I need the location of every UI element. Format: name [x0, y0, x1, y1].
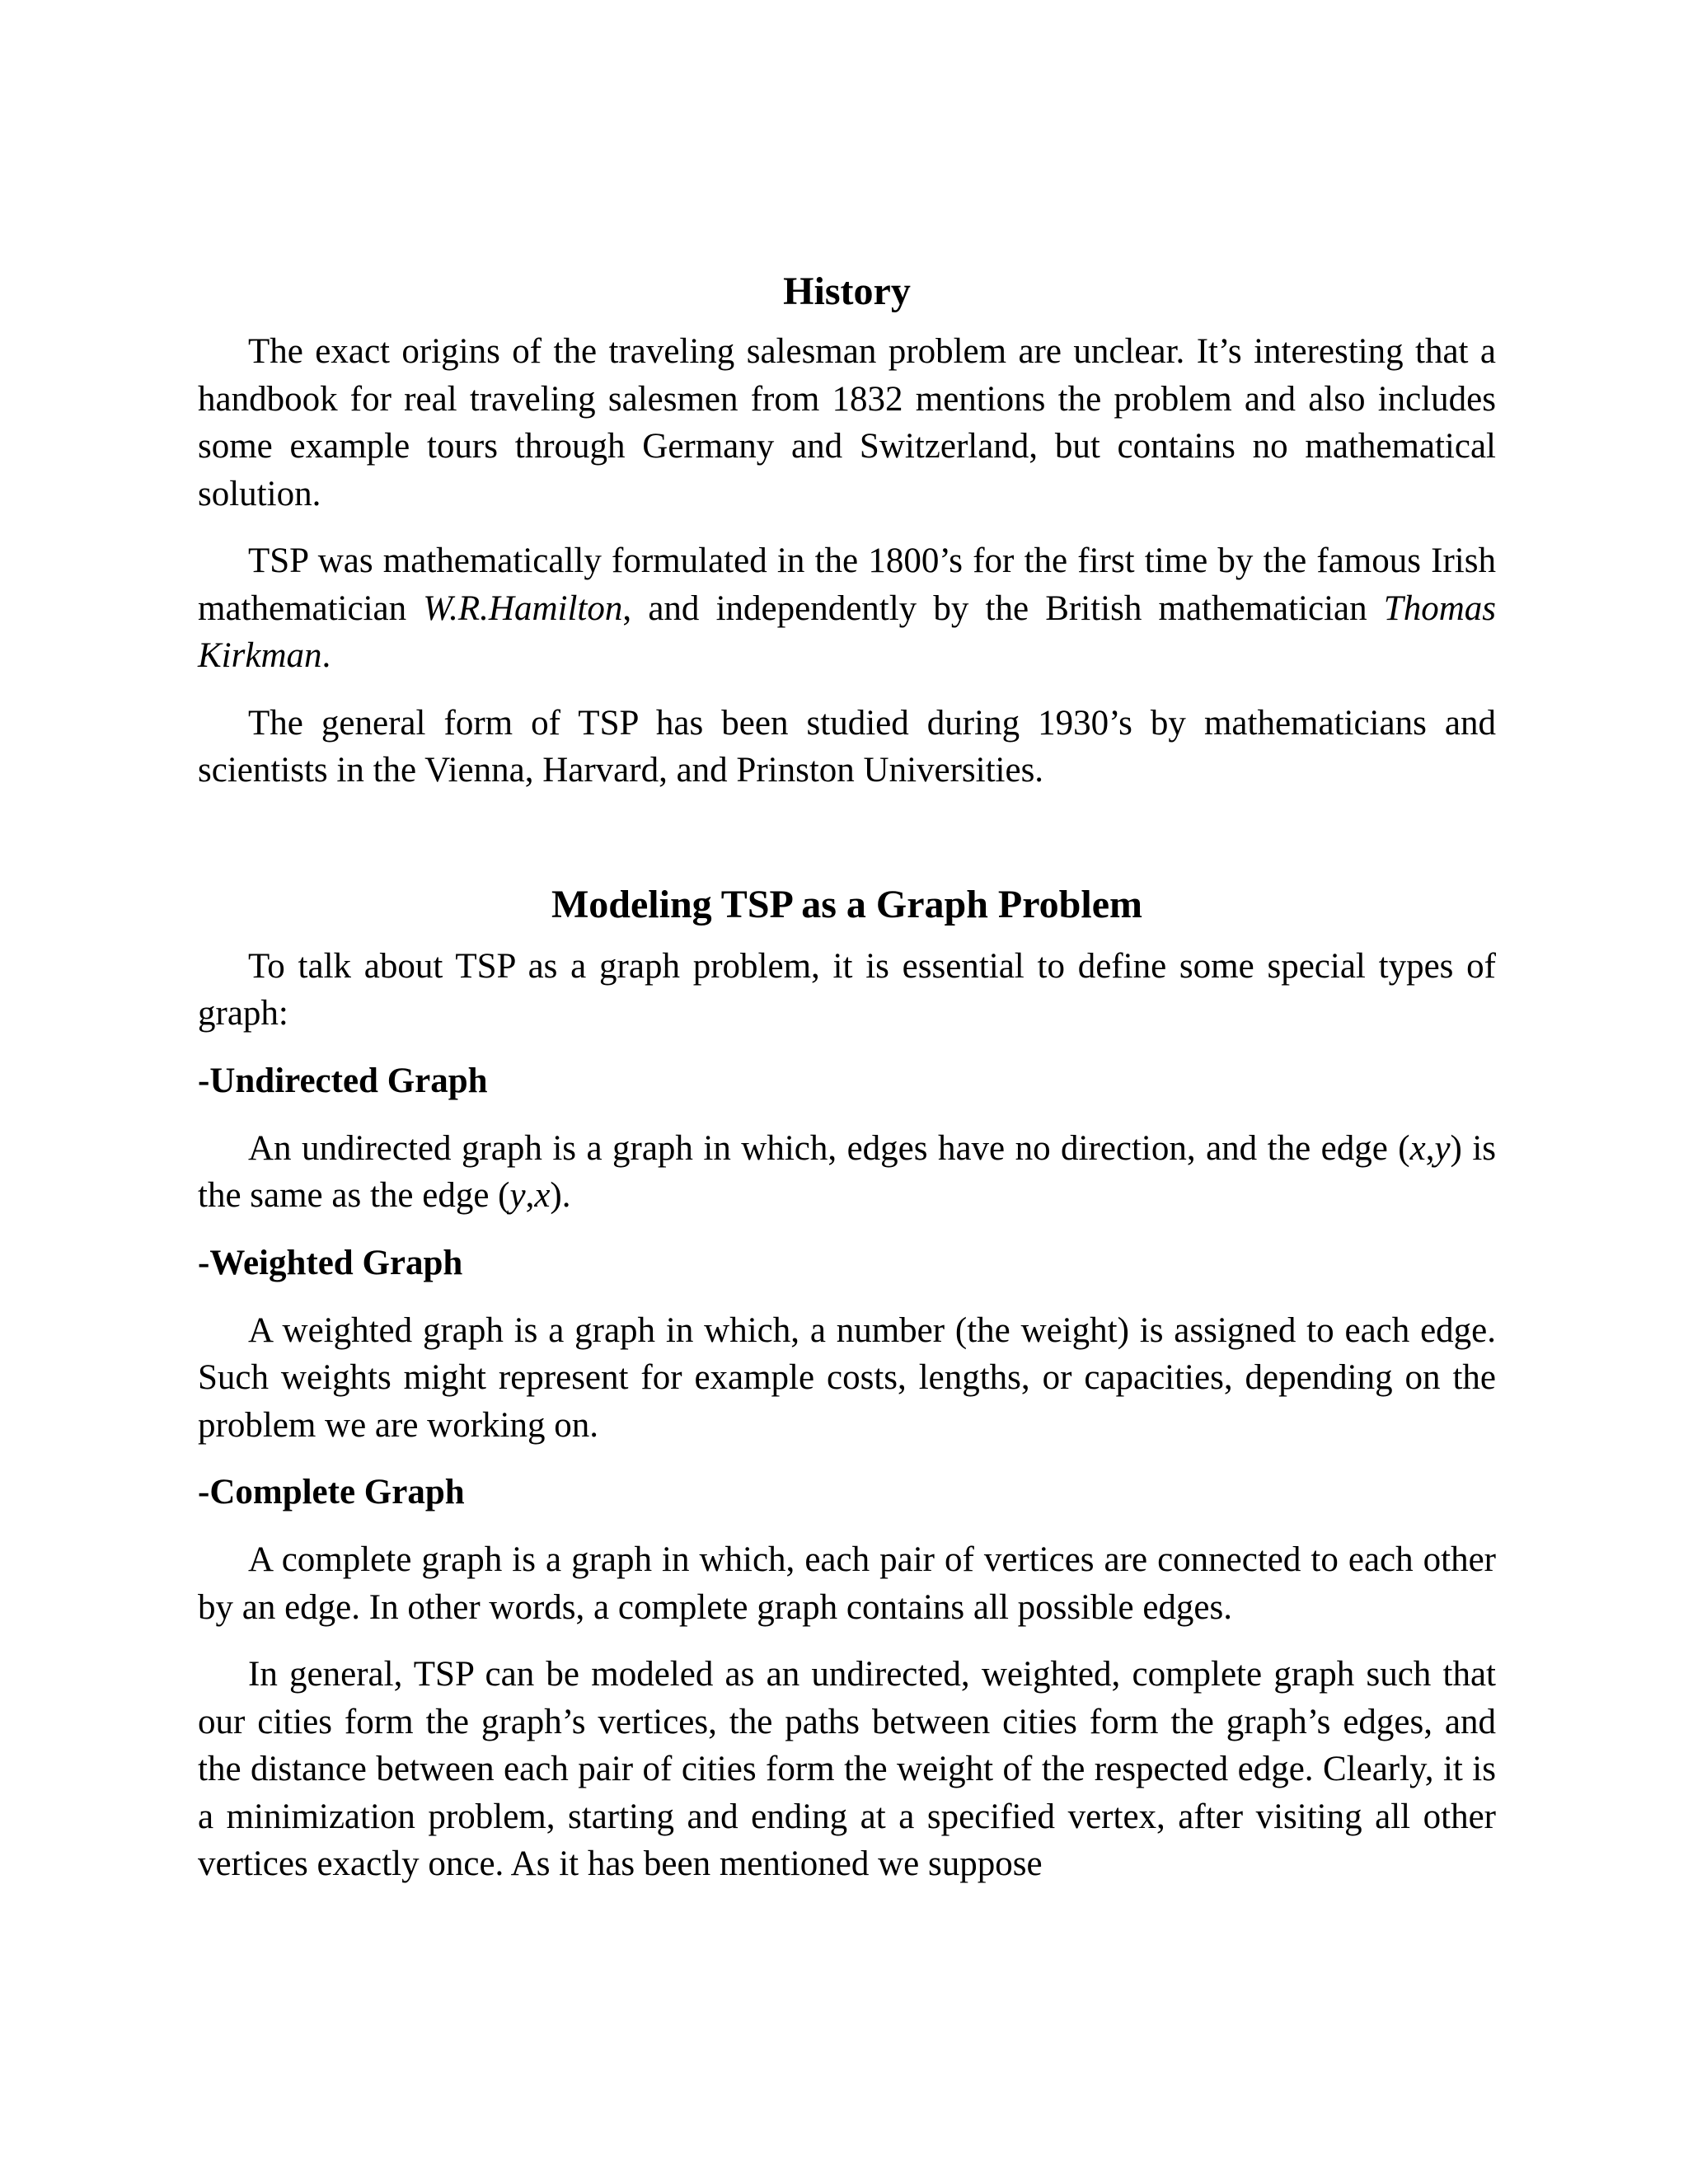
name-kirkman: Thomas Kirkman — [198, 588, 1496, 675]
text-span: , — [525, 1176, 535, 1215]
text-span: ) is the same as the edge ( — [198, 1128, 1496, 1215]
undirected-graph-paragraph — [198, 1125, 1496, 1220]
subheading-weighted-graph: -Weighted Graph — [198, 1243, 463, 1282]
text-span: , — [1425, 1128, 1435, 1168]
complete-graph-paragraph: A complete graph is a graph in which, each pair of vertices are connected to each other by an edge. In other words, a complete graph contains all possible edges. — [198, 1540, 1496, 1627]
weighted-graph-paragraph: A weighted graph is a graph in which, a number (the weight) is assigned to each edge. Such weights might represent for example costs, lengths, or capacities, depending on the problem we are working on. — [198, 1310, 1496, 1445]
section-title-modeling: Modeling TSP as a Graph Problem — [551, 882, 1142, 926]
text-span: , and independently by the British mathematician — [622, 588, 1384, 628]
name-hamilton: W.R.Hamilton — [423, 588, 623, 628]
document-page — [198, 265, 1496, 1908]
text-span: An undirected graph is a graph in which, edges have no direction, and the edge ( — [248, 1128, 1410, 1168]
subheading-complete-graph: -Complete Graph — [198, 1473, 465, 1511]
modeling-intro-paragraph: To talk about TSP as a graph problem, it is essential to define some special types of graph: — [198, 946, 1496, 1033]
general-model-paragraph: In general, TSP can be modeled as an undirected, weighted, complete graph such that our cities form the graph’s vertices, the paths between cities form the graph’s edges, and the distance between each pair of cities form the weight of the respected edge. Clearly, it is a minimization problem, starting and ending at a specified vertex, after visiting all other vertices exactly once. As it has been mentioned we suppose — [198, 1655, 1496, 1883]
history-paragraph-formulation — [198, 537, 1496, 680]
text-span: ). — [550, 1176, 571, 1215]
var-y: y — [509, 1176, 526, 1215]
history-paragraph-general-form: The general form of TSP has been studied during 1930’s by mathematicians and scientists in the Vienna, Harvard, and Prinston Universities. — [198, 703, 1496, 790]
subheading-undirected-graph: -Undirected Graph — [198, 1061, 488, 1100]
var-x: x — [1409, 1128, 1426, 1168]
text-span: TSP was mathematically formulated in the 1800’s for the first time by the famous Irish mathematician — [198, 541, 1496, 628]
section-title-history: History — [783, 269, 911, 313]
text-span: . — [321, 636, 331, 675]
history-paragraph-origins: The exact origins of the traveling salesman problem are unclear. It’s interesting that a handbook for real traveling salesmen from 1832 mentions the problem and also includes some example tours through Germany and Switzerland, but contains no mathematical solution. — [198, 332, 1496, 513]
var-x: x — [534, 1176, 551, 1215]
var-y: y — [1434, 1128, 1451, 1168]
